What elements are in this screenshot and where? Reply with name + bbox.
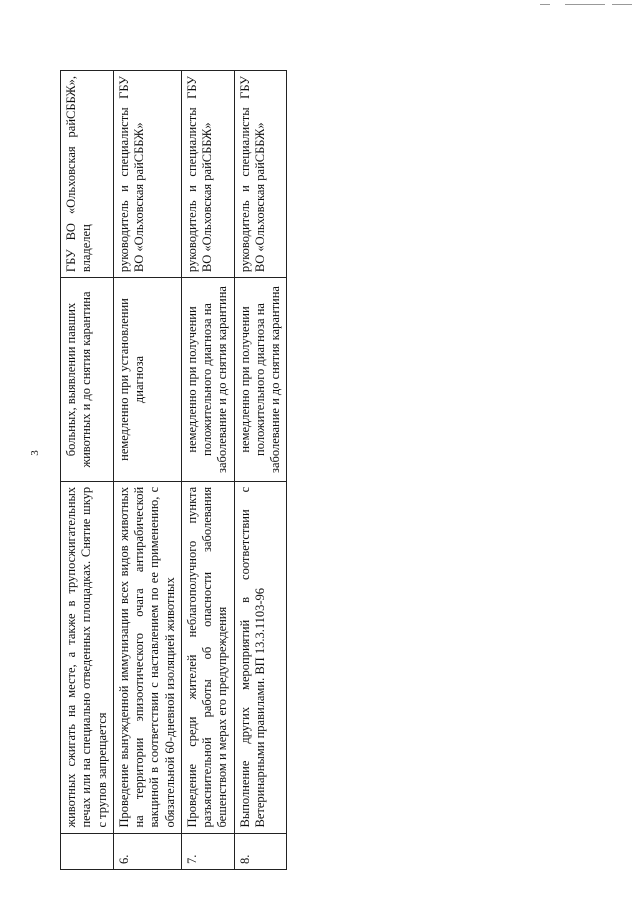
responsible-cell: ГБУ ВО «Ольховская райСББЖ», владелец <box>61 71 114 278</box>
table-row <box>113 71 181 870</box>
term-cell: немедленно при получении положительного диагноза на заболевание и до снятия карантина <box>234 278 287 482</box>
term-cell: больных, выявлении павших животных и до снятия карантина <box>61 278 114 482</box>
responsible-cell: руководитель и специалисты ГБУ ВО «Ольховская райСББЖ» <box>234 71 287 278</box>
action-cell: Проведение среди жителей неблагополучного пункта разъяснительной работы об опасности заболевания бешенством и мерах его предупреждения <box>181 481 234 833</box>
responsible-cell: руководитель и специалисты ГБУ ВО «Ольховская райСББЖ» <box>113 71 181 278</box>
scan-edge-line <box>540 4 550 5</box>
scan-edge-line <box>565 4 605 5</box>
action-cell: Проведение вынужденной иммунизации всех видов животных на территории эпизоотического очага антирабической вакциной в соответствии с наставлением по ее применению, с обязательной 60-дневной изоляцией животных <box>113 481 181 833</box>
measures-table <box>60 70 287 870</box>
row-number: 8. <box>234 833 287 869</box>
row-number: 7. <box>181 833 234 869</box>
measures-table-container <box>60 70 400 870</box>
page-number: 3 <box>28 450 41 456</box>
row-number: 6. <box>113 833 181 869</box>
row-number <box>61 833 114 869</box>
responsible-cell: руководитель и специалисты ГБУ ВО «Ольховская райСББЖ» <box>181 71 234 278</box>
action-cell: Выполнение других мероприятий в соответствии с Ветеринарными правилами. ВП 13.3.1103-96 <box>234 481 287 833</box>
action-cell: животных сжигать на месте, а также в трупосжигательных печах или на специально отведенных площадках. Снятие шкур с трупов запрещается <box>61 481 114 833</box>
term-cell: немедленно при получении положительного диагноза на заболевание и до снятия карантина <box>181 278 234 482</box>
table-row <box>61 71 114 870</box>
scan-edge-line <box>612 4 632 5</box>
term-cell: немедленно при установлении диагноза <box>113 278 181 482</box>
table-row <box>234 71 287 870</box>
table-row <box>181 71 234 870</box>
